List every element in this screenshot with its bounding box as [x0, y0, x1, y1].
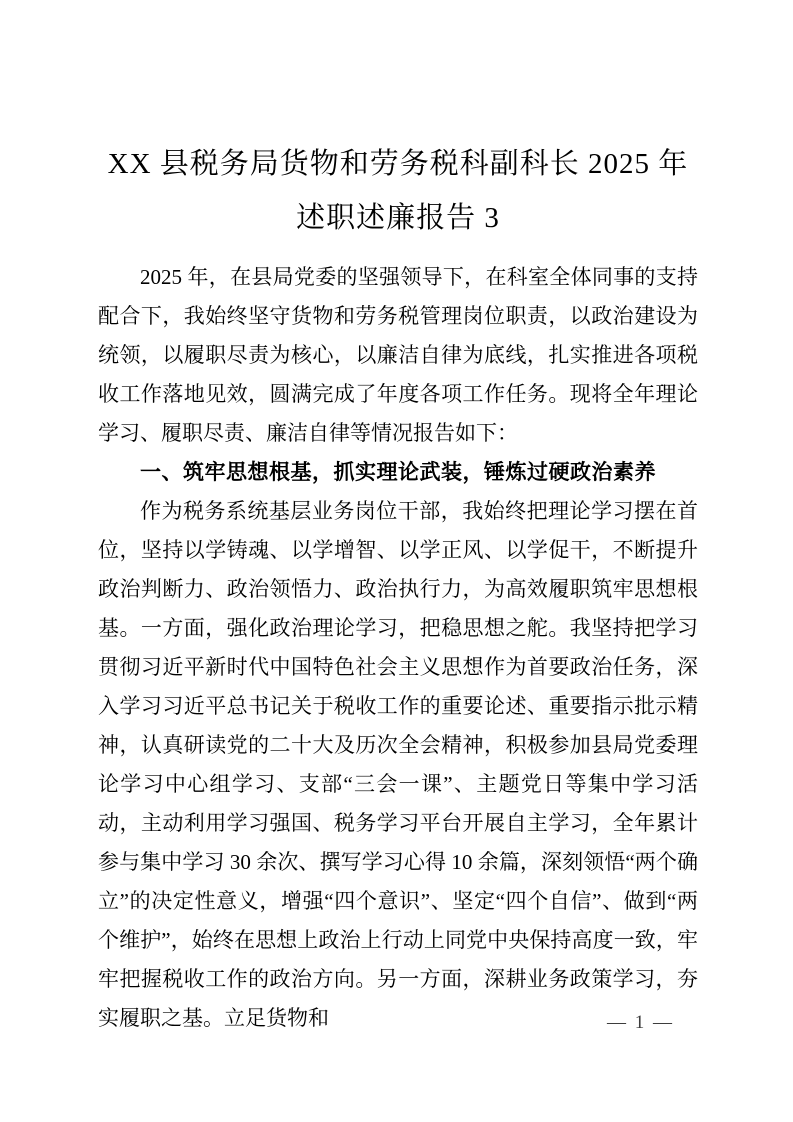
- document-title: XX 县税务局货物和劳务税科副科长 2025 年述职述廉报告 3: [107, 148, 689, 234]
- page-number: — 1 —: [607, 1012, 674, 1033]
- section-1-heading: 一、筑牢思想根基，抓实理论武装，锤炼过硬政治素养: [140, 461, 656, 484]
- intro-paragraph: 2025 年，在县局党委的坚强领导下，在科室全体同事的支持配合下，我始终坚守货物和劳务税管理岗位职责，以政治建设为统领，以履职尽责为核心，以廉洁自律为底线，扎实推进各项税收工作落地见效，圆满完成了年度各项工作任务。现将全年理论学习、履职尽责、廉洁自律等情况报告如下：: [98, 265, 698, 445]
- section-1-paragraph: 作为税务系统基层业务岗位干部，我始终把理论学习摆在首位，坚持以学铸魂、以学增智、以学正风、以学促干，不断提升政治判断力、政治领悟力、政治执行力，为高效履职筑牢思想根基。一方面，强化政治理论学习，把稳思想之舵。我坚持把学习贯彻习近平新时代中国特色社会主义思想作为首要政治任务，深入学习习近平总书记关于税收工作的重要论述、重要指示批示精神，认真研读党的二十大及历次全会精神，积极参加县局党委理论学习中心组学习、支部“三会一课”、主题党日等集中学习活动，主动利用学习强国、税务学习平台开展自主学习，全年累计参与集中学习 30 余次、撰写学习心得 10 余篇，深刻领悟“两个确立”的决定性意义，增强“四个意识”、坚定“四个自信”、做到“两个维护”，始终在思想上政治上行动上同党中央保持高度一致，牢牢把握税收工作的政治方向。另一方面，深耕业务政策学习，夯实履职之基。立足货物和: [98, 499, 698, 1030]
